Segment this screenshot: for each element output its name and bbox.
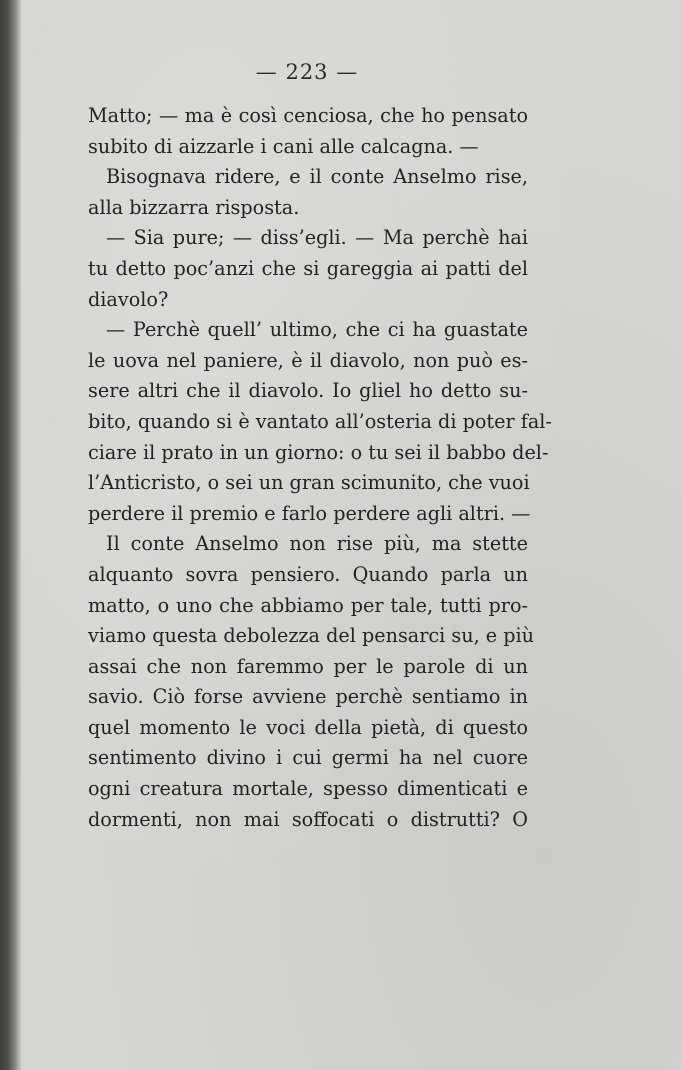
text-line: dormenti, non mai soffocati o distrutti? O [88,807,528,831]
binding-edge [0,0,22,1070]
text-line: ogni creatura mortale, spesso dimenticati e [88,777,528,801]
text-line: sere altri che il diavolo. Io gliel ho detto su- [88,379,528,403]
text-line: savio. Ciò forse avviene perchè sentiamo in [88,685,528,709]
text-line: alquanto sovra pensiero. Quando parla un [88,562,528,586]
text-line: Bisognava ridere, e il conte Anselmo rise, [106,165,528,189]
text-line: assai che non faremmo per le parole di un [88,654,528,678]
text-line: bito, quando si è vantato all’osteria di poter fal- [88,409,552,433]
text-line: viamo questa debolezza del pensarci su, e più [88,624,535,648]
text-line: alla bizzarra risposta. [88,195,300,219]
text-line: sentimento divino i cui germi ha nel cuore [88,746,528,770]
text-line: quel momento le voci della pietà, di questo [88,715,528,739]
text-line: tu detto poc’anzi che si gareggia ai patti del [88,256,528,280]
text-line: ciare il prato in un giorno: o tu sei il babbo del- [88,440,549,464]
text-line: — Perchè quell’ ultimo, che ci ha guastate [106,318,528,342]
text-line: diavolo? [88,287,169,311]
text-line: — Sia pure; — diss’egli. — Ma perchè hai [106,226,528,250]
text-line: Matto; — ma è così cenciosa, che ho pensato [88,104,528,127]
text-line: subito di aizzarle i cani alle calcagna. — [88,134,479,158]
page-number: — 223 — [255,60,359,84]
text-line: perdere il premio e farlo perdere agli altri. — [88,501,531,525]
text-line: Il conte Anselmo non rise più, ma stette [106,532,528,556]
text-line: le uova nel paniere, è il diavolo, non può es- [88,348,528,372]
body-text [88,101,552,835]
text-line: l’Anticristo, o sei un gran scimunito, che vuoi [88,471,530,495]
text-line: matto, o uno che abbiamo per tale, tutti pro- [88,593,528,617]
